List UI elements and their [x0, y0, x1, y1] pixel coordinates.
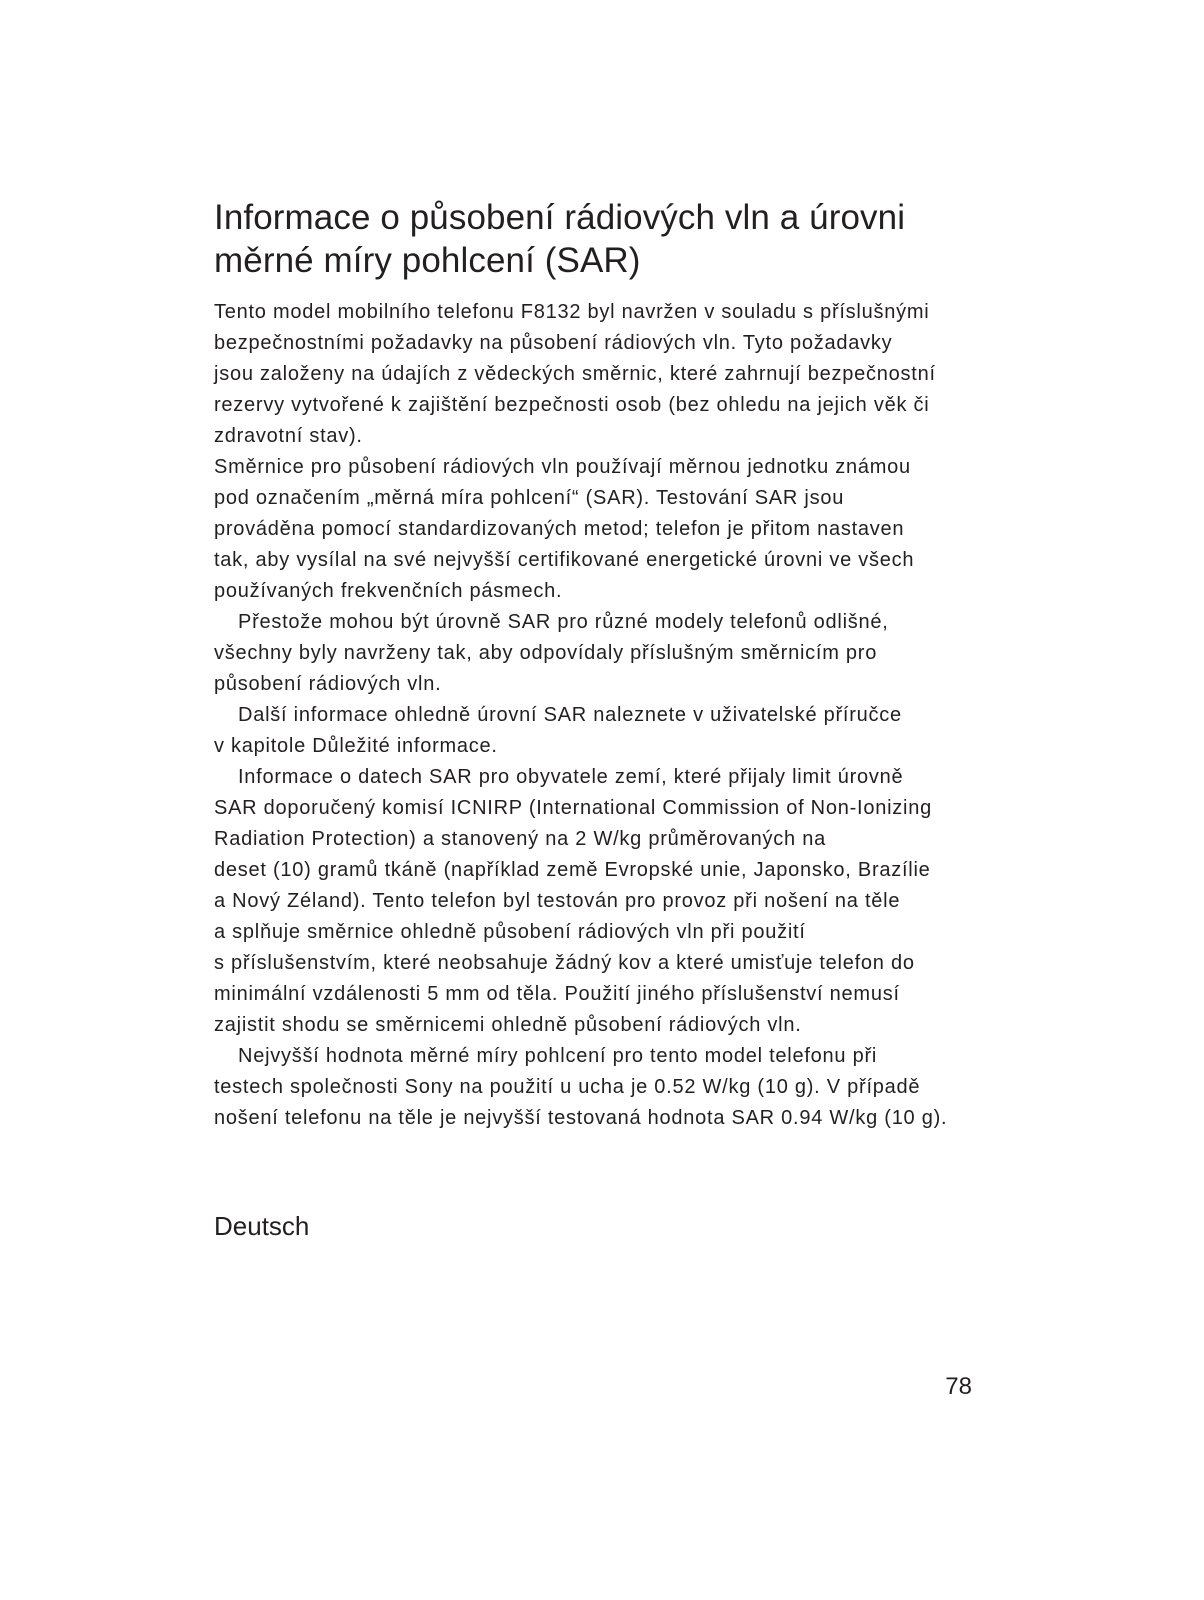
body-text-line: a Nový Zéland). Tento telefon byl testován pro provoz při nošení na těle	[214, 890, 901, 912]
body-text-line: testech společnosti Sony na použití u ucha je 0.52 W/kg (10 g). V případě	[214, 1076, 921, 1098]
page-number: 78	[945, 1373, 972, 1400]
body-text-line: Informace o datech SAR pro obyvatele zemí, které přijaly limit úrovně	[238, 766, 904, 788]
body-text-line: a splňuje směrnice ohledně působení rádiových vln při použití	[214, 921, 806, 943]
body-text-line: v kapitole Důležité informace.	[214, 735, 498, 757]
body-text-line: rezervy vytvořené k zajištění bezpečnosti osob (bez ohledu na jejich věk či	[214, 394, 930, 416]
body-text-line: deset (10) gramů tkáně (například země Evropské unie, Japonsko, Brazílie	[214, 859, 931, 881]
body-text-line: všechny byly navrženy tak, aby odpovídaly příslušným směrnicím pro	[214, 642, 878, 664]
body-text-line: Přestože mohou být úrovně SAR pro různé modely telefonů odlišné,	[238, 611, 889, 633]
body-text-line: prováděna pomocí standardizovaných metod; telefon je přitom nastaven	[214, 518, 905, 540]
body-text-line: minimální vzdálenosti 5 mm od těla. Použití jiného příslušenství nemusí	[214, 983, 900, 1005]
body-text-line: Směrnice pro působení rádiových vln používají měrnou jednotku známou	[214, 456, 911, 478]
section-heading-deutsch: Deutsch	[214, 1211, 310, 1241]
body-text-line: pod označením „měrná míra pohlcení“ (SAR). Testování SAR jsou	[214, 487, 845, 509]
body-text-line: s příslušenstvím, které neobsahuje žádný kov a které umisťuje telefon do	[214, 952, 915, 974]
body-text-line: Tento model mobilního telefonu F8132 byl navržen v souladu s příslušnými	[214, 301, 930, 323]
body-text-line: nošení telefonu na těle je nejvyšší testovaná hodnota SAR 0.94 W/kg (10 g).	[214, 1107, 948, 1129]
title-line-1: Informace o působení rádiových vln a úrovni	[214, 198, 906, 237]
body-text-line: Další informace ohledně úrovní SAR naleznete v uživatelské příručce	[238, 704, 902, 726]
page-title	[214, 196, 994, 282]
body-text-line: používaných frekvenčních pásmech.	[214, 580, 563, 602]
body-text-line: SAR doporučený komisí ICNIRP (International Commission of Non-Ionizing	[214, 797, 932, 819]
body-text	[214, 297, 1004, 1134]
body-text-line: tak, aby vysílal na své nejvyšší certifikované energetické úrovni ve všech	[214, 549, 915, 571]
body-text-line: působení rádiových vln.	[214, 673, 442, 695]
title-line-2: měrné míry pohlcení (SAR)	[214, 241, 641, 280]
body-text-line: zajistit shodu se směrnicemi ohledně působení rádiových vln.	[214, 1014, 802, 1036]
body-text-line: zdravotní stav).	[214, 425, 363, 447]
body-text-line: Radiation Protection) a stanovený na 2 W/kg průměrovaných na	[214, 828, 826, 850]
body-text-line: Nejvyšší hodnota měrné míry pohlcení pro tento model telefonu při	[238, 1045, 878, 1067]
body-text-line: jsou založeny na údajích z vědeckých směrnic, které zahrnují bezpečnostní	[214, 363, 936, 385]
body-text-line: bezpečnostními požadavky na působení rádiových vln. Tyto požadavky	[214, 332, 893, 354]
